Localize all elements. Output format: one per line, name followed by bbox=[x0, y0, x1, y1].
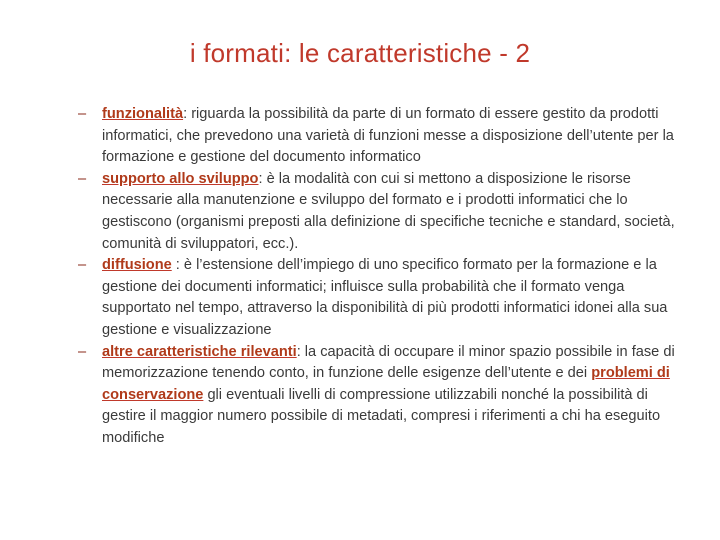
bullet-text-continued: gli eventuali livelli di compressione utilizzabili nonché la possibilità di gestire il maggior numero possibile di metadati, compresi i riferimenti a chi ha eseguito modifiche bbox=[102, 386, 661, 446]
bullet-term: altre caratteristiche rilevanti bbox=[102, 343, 297, 360]
bullet-text: è la modalità con cui si mettono a disposizione le risorse necessarie alla manutenzione e sviluppo del formato e i prodotti informatici che lo gestiscono (organismi preposti alla definizione di specifiche tecniche e standard, società, comunità di sviluppatori, ecc.). bbox=[102, 170, 675, 252]
bullet-term: supporto allo sviluppo bbox=[102, 170, 259, 187]
slide-title: i formati: le caratteristiche - 2 bbox=[189, 38, 531, 68]
bullet-text: riguarda la possibilità da parte di un formato di essere gestito da prodotti informatici, che prevedono una varietà di funzioni messe a disposizione dell’utente per la formazione e gestione del documento informatico bbox=[102, 106, 674, 166]
bullet-text: è l’estensione dell’impiego di uno specifico formato per la formazione e la gestione dei documenti informatici; influisce sulla probabilità che il formato venga supportato nel tempo, attraverso la disponibilità di più prodotti informatici idonei alla sua gestione e visualizzazione bbox=[102, 257, 668, 338]
bullet-dash: – bbox=[78, 257, 87, 274]
bullet-item-funzionalita bbox=[78, 104, 678, 169]
bullet-item-supporto bbox=[78, 169, 678, 255]
bullet-separator: : bbox=[296, 343, 301, 360]
bullet-item-diffusione bbox=[78, 255, 678, 341]
bullet-item-altre bbox=[78, 342, 678, 450]
bullet-text: la capacità di occupare il minor spazio possibile in fase di memorizzazione tenendo conto, in funzione delle esigenze dell’utente e dei bbox=[102, 343, 675, 382]
bullet-term: funzionalità bbox=[102, 106, 184, 122]
bullet-separator: : bbox=[258, 170, 263, 187]
bullet-dash: – bbox=[78, 343, 87, 360]
bullet-term: diffusione bbox=[102, 257, 172, 274]
bullet-term-secondary: problemi di conservazione bbox=[102, 365, 670, 403]
bullet-separator: : bbox=[171, 257, 180, 274]
bullet-separator: : bbox=[183, 106, 188, 122]
bullet-dash: – bbox=[78, 170, 87, 187]
bullet-dash: – bbox=[78, 106, 87, 122]
bullet-list bbox=[78, 104, 678, 450]
